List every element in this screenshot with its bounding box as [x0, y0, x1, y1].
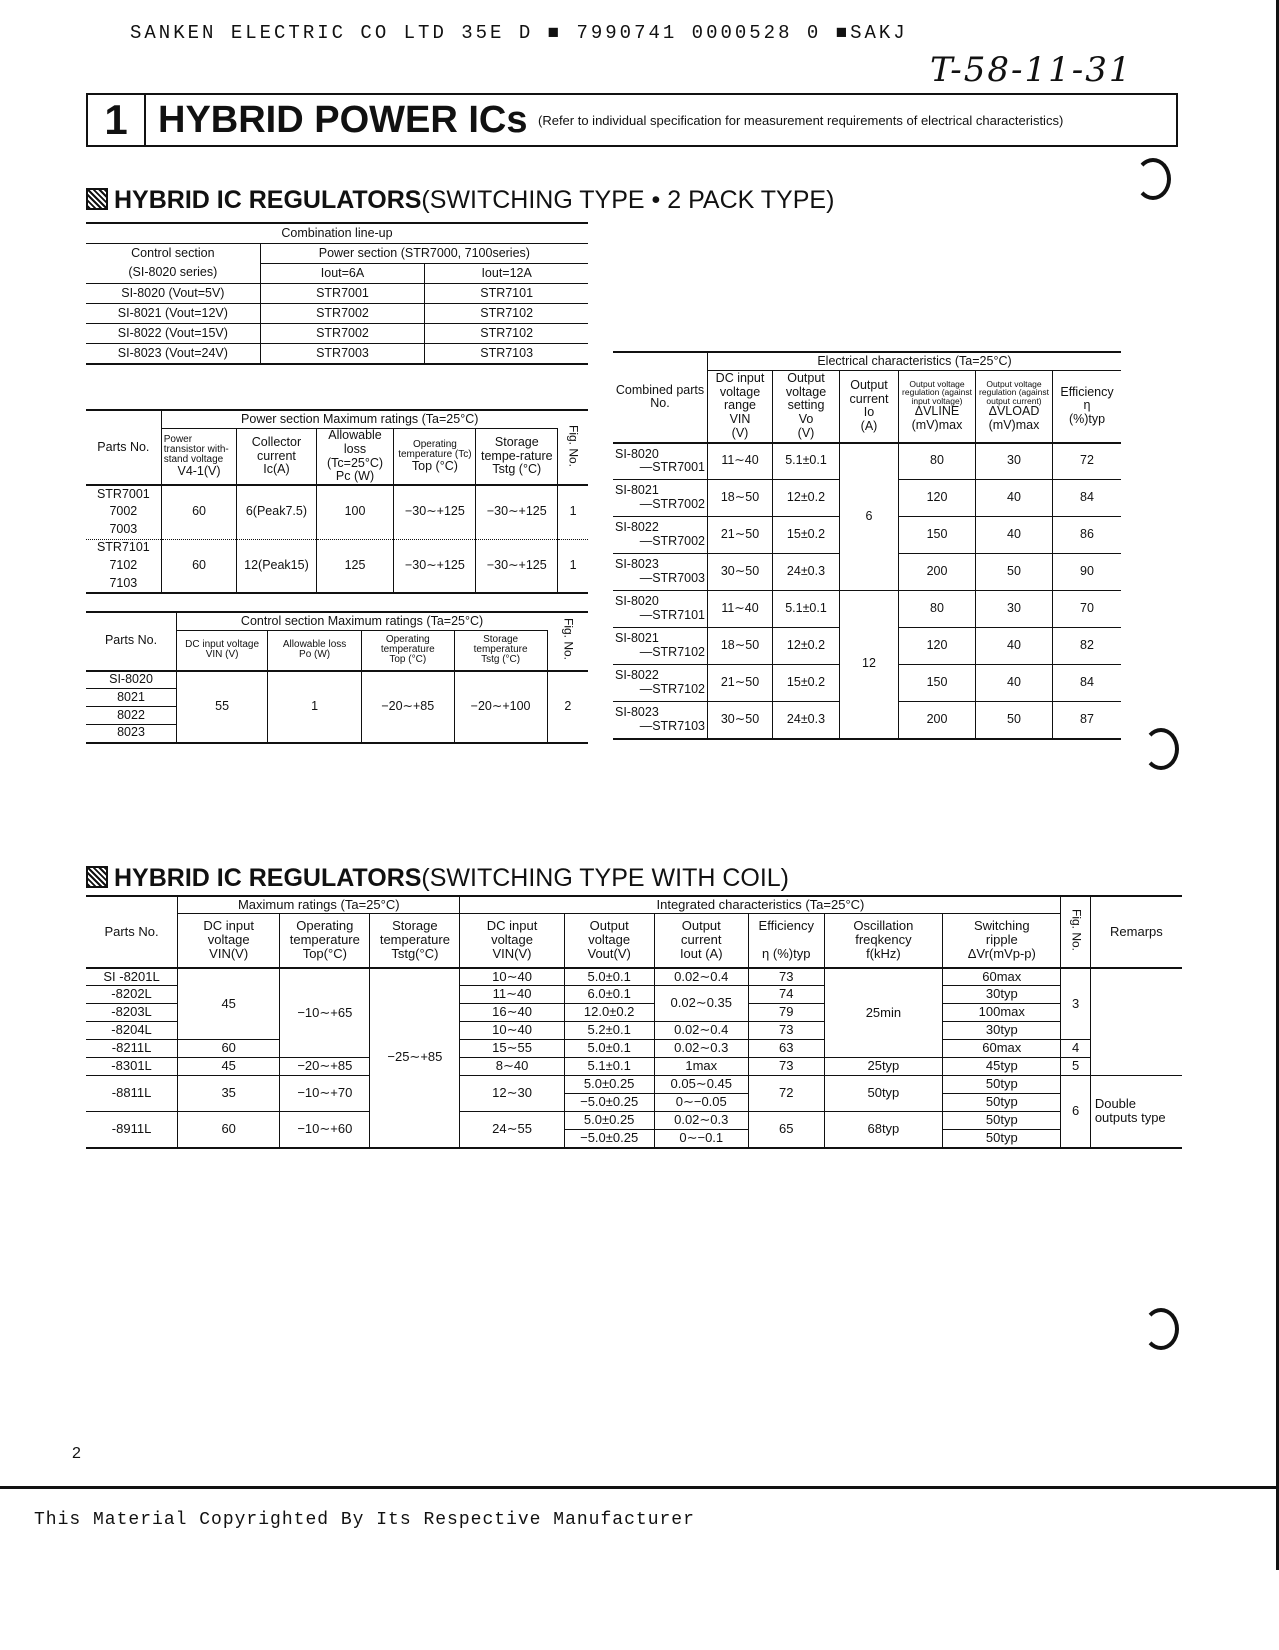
- table-cell: 21∼50: [708, 665, 773, 702]
- table-cell: 5.1±0.1: [773, 591, 840, 628]
- table-cell: 125: [316, 539, 394, 593]
- table-cell: Power section (STR7000, 7100series): [260, 244, 588, 264]
- table-cell: Oscillation freqkency f(kHz): [824, 914, 942, 968]
- table-cell: 30typ: [943, 986, 1061, 1004]
- table-cell: Remarps: [1090, 896, 1182, 968]
- table-cell: 30typ: [943, 1022, 1061, 1040]
- table-cell: 100max: [943, 1004, 1061, 1022]
- table-cell: 24±0.3: [773, 702, 840, 739]
- table-cell: 50typ: [824, 1076, 942, 1112]
- table-cell: 11∼40: [708, 591, 773, 628]
- table-cell: 15∼55: [460, 1040, 564, 1058]
- table-cell: Storage temperature Tstg(°C): [370, 914, 460, 968]
- table-cell: 0∼−0.1: [654, 1130, 748, 1148]
- table-cell: 87: [1053, 702, 1122, 739]
- table-cell: SI-8021 —STR7102: [613, 628, 708, 665]
- table-cell: 50typ: [943, 1130, 1061, 1148]
- table-cell: 72: [748, 1076, 824, 1112]
- table-cell: 100: [316, 485, 394, 539]
- table-cell: Iout=6A: [260, 264, 425, 284]
- table-cell: SI-8022 (Vout=15V): [86, 324, 260, 344]
- table-cell: 12±0.2: [773, 480, 840, 517]
- table-cell: -8211L: [86, 1040, 178, 1058]
- table-cell: 3: [1061, 968, 1090, 1040]
- table-cell: 68typ: [824, 1112, 942, 1148]
- table-cell: 24±0.3: [773, 554, 840, 591]
- table-cell: 18∼50: [708, 628, 773, 665]
- table-cell: 11∼40: [708, 443, 773, 480]
- table-cell: 6: [840, 443, 899, 591]
- table-cell: STR7001: [86, 485, 161, 503]
- table-cell: 5.1±0.1: [564, 1058, 654, 1076]
- section1-heading: HYBRID IC REGULATORS(SWITCHING TYPE • 2 PACK TYPE): [86, 186, 834, 215]
- table-cell: 84: [1053, 480, 1122, 517]
- table-cell: 60max: [943, 1040, 1061, 1058]
- table-cell: 7102: [86, 557, 161, 575]
- table-cell: −30∼+125: [394, 539, 476, 593]
- table-cell: 16∼40: [460, 1004, 564, 1022]
- binder-hole-mark: [1143, 728, 1179, 770]
- table-cell: 90: [1053, 554, 1122, 591]
- table-cell: SI-8021 —STR7002: [613, 480, 708, 517]
- table-cell: DC input voltage VIN(V): [460, 914, 564, 968]
- table-cell: 25min: [824, 968, 942, 1058]
- table-cell: Parts No.: [86, 896, 178, 968]
- table-cell: STR7101: [86, 539, 161, 557]
- binder-hole-mark: [1135, 158, 1171, 200]
- table-cell: 8023: [86, 725, 177, 743]
- table-cell: 60: [178, 1112, 280, 1148]
- table-cell: 200: [899, 702, 976, 739]
- table-cell: 60max: [943, 968, 1061, 986]
- table-cell: 0∼−0.05: [654, 1094, 748, 1112]
- table-cell: 24∼55: [460, 1112, 564, 1148]
- table-cell: STR7002: [260, 324, 425, 344]
- table-row: [86, 1076, 1182, 1094]
- table-cell: STR7002: [260, 304, 425, 324]
- table-cell: 15±0.2: [773, 665, 840, 702]
- table-cell: 35: [178, 1076, 280, 1112]
- table-cell: 45: [178, 1058, 280, 1076]
- table-cell: Operating temperature Top(°C): [280, 914, 370, 968]
- table-cell: −10∼+65: [280, 968, 370, 1058]
- table-cell: Parts No.: [86, 612, 177, 671]
- table-cell: 0.02∼0.3: [654, 1040, 748, 1058]
- table-cell: 1: [268, 671, 362, 743]
- table-cell: 63: [748, 1040, 824, 1058]
- table-cell: 60: [178, 1040, 280, 1058]
- table-cell: 6: [1061, 1076, 1090, 1148]
- binder-hole-mark: [1143, 1308, 1179, 1350]
- title-note: (Refer to individual specification for measurement requirements of electrical characteristics): [538, 113, 1064, 128]
- table-cell: Output voltage setting Vo (V): [773, 371, 840, 443]
- table-cell: 200: [899, 554, 976, 591]
- table-cell: 1: [558, 539, 588, 593]
- section-marker-icon: [86, 188, 108, 210]
- table-cell: 80: [899, 591, 976, 628]
- table-cell: 80: [899, 443, 976, 480]
- table-cell: Fig. No.: [558, 410, 588, 485]
- table-cell: 60: [161, 485, 237, 539]
- table-cell: Output current Iout (A): [654, 914, 748, 968]
- table-cell: 5.2±0.1: [564, 1022, 654, 1040]
- table-row: [86, 968, 1182, 986]
- combination-table: [86, 222, 588, 365]
- table-cell: STR7102: [425, 304, 588, 324]
- table-cell: Fig. No.: [1061, 896, 1090, 968]
- table-cell: −20∼+85: [280, 1058, 370, 1076]
- table-cell: 40: [976, 628, 1053, 665]
- section2-heading: HYBRID IC REGULATORS(SWITCHING TYPE WITH COIL): [86, 864, 789, 893]
- table-cell: SI-8022 —STR7002: [613, 517, 708, 554]
- table-cell: Control section: [86, 244, 260, 264]
- table-row: [86, 485, 588, 503]
- table-cell: 0.02∼0.4: [654, 1022, 748, 1040]
- table-cell: Power transistor with-stand voltage V4-1(V): [161, 429, 237, 486]
- table-cell: 72: [1053, 443, 1122, 480]
- page-title: HYBRID POWER ICs: [158, 99, 528, 141]
- table-cell: 150: [899, 665, 976, 702]
- table-cell: 45: [178, 968, 280, 1040]
- table-cell: 15±0.2: [773, 517, 840, 554]
- table-cell: STR7101: [425, 284, 588, 304]
- table-cell: Allowable loss Po (W): [268, 631, 362, 671]
- table-cell: 50typ: [943, 1076, 1061, 1094]
- table-cell: 30∼50: [708, 702, 773, 739]
- control-section-table: [86, 611, 588, 744]
- table-cell: SI-8021 (Vout=12V): [86, 304, 260, 324]
- table-cell: 73: [748, 1022, 824, 1040]
- table-cell: Storage tempe-rature Tstg (°C): [476, 429, 558, 486]
- table-cell: -8203L: [86, 1004, 178, 1022]
- table-cell: −30∼+125: [394, 485, 476, 539]
- table-cell: 30: [976, 591, 1053, 628]
- table-cell: -8204L: [86, 1022, 178, 1040]
- table-cell: Output current Io (A): [840, 371, 899, 443]
- coil-regulators-table: [86, 895, 1182, 1149]
- table-cell: Collector current Ic(A): [237, 429, 316, 486]
- table-cell: -8301L: [86, 1058, 178, 1076]
- table-row: [613, 591, 1121, 628]
- table-cell: Power section Maximum ratings (Ta=25°C): [161, 410, 558, 429]
- table-cell: Efficiency η (%)typ: [748, 914, 824, 968]
- table-cell: 5.0±0.25: [564, 1076, 654, 1094]
- table-cell: 8∼40: [460, 1058, 564, 1076]
- table-cell: 50: [976, 702, 1053, 739]
- table-cell: Allowable loss (Tc=25°C) Pc (W): [316, 429, 394, 486]
- table-cell: Fig. No.: [547, 612, 588, 671]
- table-cell: [1090, 968, 1182, 1076]
- table-cell: SI-8022 —STR7102: [613, 665, 708, 702]
- table-cell: 0.02∼0.4: [654, 968, 748, 986]
- table-cell: 8021: [86, 689, 177, 707]
- table-cell: 7002: [86, 503, 161, 521]
- table-cell: 40: [976, 665, 1053, 702]
- page-number: 2: [72, 1445, 81, 1462]
- table-cell: 50typ: [943, 1094, 1061, 1112]
- table-row: [86, 1112, 1182, 1130]
- table-row: [86, 344, 588, 365]
- table-cell: 45typ: [943, 1058, 1061, 1076]
- chapter-number: 1: [88, 95, 146, 145]
- table-cell: 1: [558, 485, 588, 539]
- table-cell: 73: [748, 968, 824, 986]
- table-cell: Control section Maximum ratings (Ta=25°C): [177, 612, 548, 631]
- table-cell: 5.1±0.1: [773, 443, 840, 480]
- table-cell: 11∼40: [460, 986, 564, 1004]
- table-cell: Maximum ratings (Ta=25°C): [178, 896, 460, 914]
- table-cell: 50typ: [943, 1112, 1061, 1130]
- table-cell: 12.0±0.2: [564, 1004, 654, 1022]
- table-cell: 0.02∼0.3: [654, 1112, 748, 1130]
- table-cell: 0.05∼0.45: [654, 1076, 748, 1094]
- table-cell: 120: [899, 480, 976, 517]
- table-cell: −30∼+125: [476, 539, 558, 593]
- table-row: [86, 304, 588, 324]
- table-cell: -8811L: [86, 1076, 178, 1112]
- table-cell: −10∼+70: [280, 1076, 370, 1112]
- table-cell: −20∼+100: [454, 671, 547, 743]
- table-cell: -8911L: [86, 1112, 178, 1148]
- table-cell: SI-8020 —STR7101: [613, 591, 708, 628]
- table-cell: Iout=12A: [425, 264, 588, 284]
- table-cell: 82: [1053, 628, 1122, 665]
- table-cell: 12(Peak15): [237, 539, 316, 593]
- table-row: [613, 443, 1121, 480]
- table-cell: −30∼+125: [476, 485, 558, 539]
- table-cell: DC input voltage VIN (V): [177, 631, 268, 671]
- table-cell: 12∼30: [460, 1076, 564, 1112]
- table-cell: −5.0±0.25: [564, 1130, 654, 1148]
- table-cell: SI-8020 (Vout=5V): [86, 284, 260, 304]
- table-row: [86, 539, 588, 557]
- table-cell: 5.0±0.25: [564, 1112, 654, 1130]
- table-cell: 74: [748, 986, 824, 1004]
- footer-rule: [0, 1486, 1279, 1489]
- table-cell: SI-8023 —STR7103: [613, 702, 708, 739]
- table-cell: 84: [1053, 665, 1122, 702]
- table-cell: Combined parts No.: [613, 352, 708, 443]
- table-cell: (SI-8020 series): [86, 264, 260, 284]
- table-row: [86, 284, 588, 304]
- table-cell: Storage temperature Tstg (°C): [454, 631, 547, 671]
- table-cell: 25typ: [824, 1058, 942, 1076]
- table-cell: 120: [899, 628, 976, 665]
- table-cell: Output voltage regulation (against input voltage) ΔVLINE (mV)max: [899, 371, 976, 443]
- table-cell: Output voltage Vout(V): [564, 914, 654, 968]
- table-cell: 30: [976, 443, 1053, 480]
- table-row: [86, 1058, 1182, 1076]
- table-cell: −5.0±0.25: [564, 1094, 654, 1112]
- table-cell: −10∼+60: [280, 1112, 370, 1148]
- table-cell: 50: [976, 554, 1053, 591]
- table-cell: -8202L: [86, 986, 178, 1004]
- table-cell: Efficiency η (%)typ: [1053, 371, 1122, 443]
- footer-copyright: This Material Copyrighted By Its Respective Manufacturer: [34, 1510, 695, 1530]
- table-cell: SI-8020 —STR7001: [613, 443, 708, 480]
- table-cell: Operating temperature Top (°C): [361, 631, 454, 671]
- table-cell: −20∼+85: [361, 671, 454, 743]
- electrical-characteristics-table: [613, 351, 1121, 740]
- table-cell: −25∼+85: [370, 968, 460, 1148]
- table-cell: 8022: [86, 707, 177, 725]
- table-cell: 12±0.2: [773, 628, 840, 665]
- table-cell: 10∼40: [460, 1022, 564, 1040]
- table-cell: 10∼40: [460, 968, 564, 986]
- table-row: [86, 671, 588, 689]
- table-cell: 40: [976, 517, 1053, 554]
- table-cell: Output voltage regulation (against output current) ΔVLOAD (mV)max: [976, 371, 1053, 443]
- table-cell: Operating temperature (Tc) Top (°C): [394, 429, 476, 486]
- header-company-line: SANKEN ELECTRIC CO LTD 35E D ■ 7990741 0000528 0 ■SAKJ: [130, 22, 908, 44]
- table-cell: 30∼50: [708, 554, 773, 591]
- table-cell: 2: [547, 671, 588, 743]
- table-cell: STR7103: [425, 344, 588, 365]
- table-cell: STR7003: [260, 344, 425, 365]
- table-cell: STR7102: [425, 324, 588, 344]
- table-cell: 0.02∼0.35: [654, 986, 748, 1022]
- table-cell: Integrated characteristics (Ta=25°C): [460, 896, 1061, 914]
- table-cell: 65: [748, 1112, 824, 1148]
- table-row: [86, 324, 588, 344]
- table-cell: 70: [1053, 591, 1122, 628]
- table-cell: Electrical characteristics (Ta=25°C): [708, 352, 1122, 371]
- table-cell: 7003: [86, 521, 161, 539]
- title-box: [86, 93, 1178, 147]
- table-cell: 4: [1061, 1040, 1090, 1058]
- table-cell: SI -8201L: [86, 968, 178, 986]
- table-cell: 79: [748, 1004, 824, 1022]
- table-cell: 150: [899, 517, 976, 554]
- table-cell: Combination line-up: [86, 223, 588, 244]
- table-cell: 12: [840, 591, 899, 739]
- table-cell: 1max: [654, 1058, 748, 1076]
- table-cell: 5.0±0.1: [564, 968, 654, 986]
- table-cell: 18∼50: [708, 480, 773, 517]
- table-cell: 7103: [86, 575, 161, 593]
- table-cell: 60: [161, 539, 237, 593]
- table-cell: Parts No.: [86, 410, 161, 485]
- handwritten-code: T-58-11-31: [930, 50, 1133, 90]
- table-cell: 21∼50: [708, 517, 773, 554]
- table-cell: DC input voltage range VIN (V): [708, 371, 773, 443]
- table-cell: 55: [177, 671, 268, 743]
- power-section-table: [86, 409, 588, 594]
- table-cell: SI-8023 (Vout=24V): [86, 344, 260, 365]
- table-cell: 5: [1061, 1058, 1090, 1076]
- table-cell: 6(Peak7.5): [237, 485, 316, 539]
- table-cell: SI-8023 —STR7003: [613, 554, 708, 591]
- table-cell: 73: [748, 1058, 824, 1076]
- table-cell: 86: [1053, 517, 1122, 554]
- table-cell: Double outputs type: [1090, 1076, 1182, 1148]
- table-cell: 6.0±0.1: [564, 986, 654, 1004]
- table-cell: 5.0±0.1: [564, 1040, 654, 1058]
- table-cell: Switching ripple ΔVr(mVp-p): [943, 914, 1061, 968]
- table-cell: 40: [976, 480, 1053, 517]
- table-cell: SI-8020: [86, 671, 177, 689]
- section-marker-icon: [86, 866, 108, 888]
- table-cell: DC input voltage VIN(V): [178, 914, 280, 968]
- table-row: [86, 1040, 1182, 1058]
- table-cell: STR7001: [260, 284, 425, 304]
